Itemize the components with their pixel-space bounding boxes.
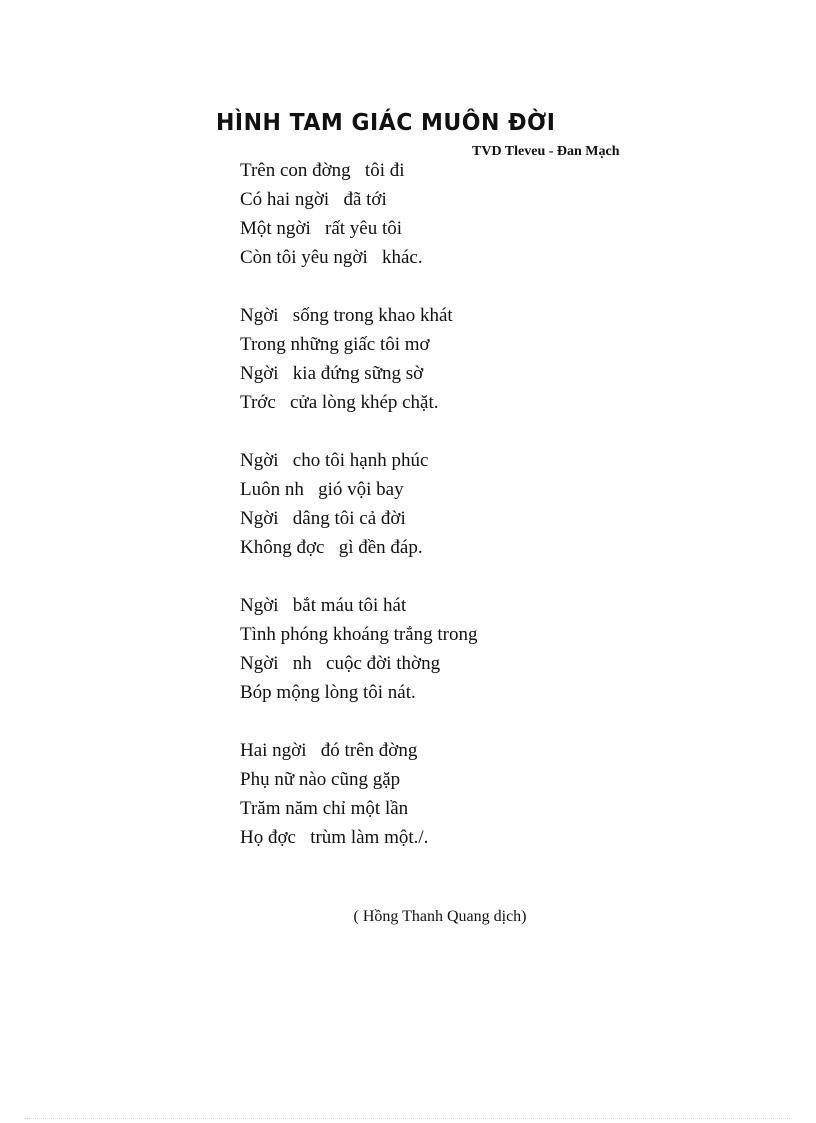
footer-divider [24, 1118, 792, 1119]
poem-line: Ngời kia đứng sững sờ [240, 363, 424, 384]
poem-line: Trong những giấc tôi mơ [240, 334, 430, 355]
poem-line: Ngời sống trong khao khát [240, 305, 453, 326]
stanza-2 [240, 301, 620, 417]
poem-line: Trăm năm chỉ một lần [240, 798, 409, 819]
poem-line: Có hai ngời đã tới [240, 189, 387, 210]
poem-line: Trớc cửa lòng khép chặt. [240, 392, 439, 413]
poem-line: Bóp mộng lòng tôi nát. [240, 682, 416, 703]
poem-line: Tình phóng khoáng trắng trong [240, 624, 478, 645]
poem-line: Còn tôi yêu ngời khác. [240, 247, 423, 268]
stanza-5 [240, 736, 620, 852]
poem-line: Ngời dâng tôi cả đời [240, 508, 406, 529]
stanza-4 [240, 591, 620, 707]
poem-line: Ngời bắt máu tôi hát [240, 595, 407, 616]
poem-line: Không đợc gì đền đáp. [240, 537, 423, 558]
poem-line: Trên con đờng tôi đi [240, 160, 405, 181]
poem-line: Hai ngời đó trên đờng [240, 740, 418, 761]
poem-line: Ngời nh cuộc đời thờng [240, 653, 441, 674]
poem-author: TVD Tleveu - Đan Mạch [472, 144, 620, 159]
translator-credit: ( Hồng Thanh Quang dịch) [353, 908, 527, 925]
stanza-3 [240, 446, 620, 562]
poem-title: HÌNH TAM GIÁC MUÔN ĐỜI [216, 110, 556, 137]
poem-body [240, 156, 620, 881]
stanza-1 [240, 156, 620, 272]
poem-line: Luôn nh gió vội bay [240, 479, 404, 500]
poem-line: Phụ nữ nào cũng gặp [240, 769, 401, 790]
poem-line: Một ngời rất yêu tôi [240, 218, 403, 239]
poem-line: Ngời cho tôi hạnh phúc [240, 450, 429, 471]
poem-line: Họ đợc trùm làm một./. [240, 827, 429, 848]
